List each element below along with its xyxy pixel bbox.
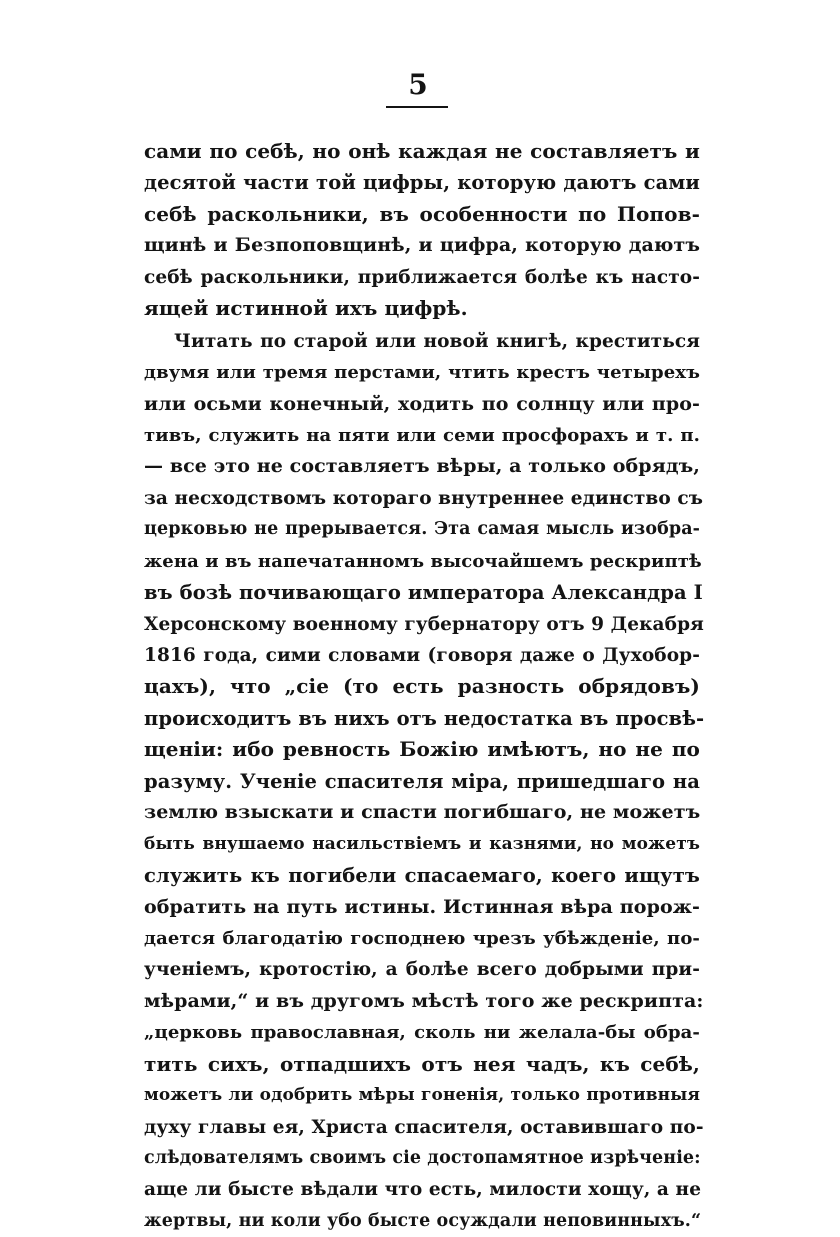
page-number-rule (386, 106, 448, 108)
text-line: щеніи: ибо ревность Божію имѣютъ, но не по (144, 737, 700, 762)
text-line: — все это не составляетъ вѣры, а только обрядъ, (144, 455, 700, 478)
text-line: ящей истинной ихъ цифрѣ. (144, 296, 468, 321)
text-line: „церковь православная, сколь ни желала-бы обра- (144, 1022, 700, 1044)
text-line: Херсонскому военному губернатору отъ 9 Декабря (144, 613, 704, 635)
text-line: можетъ ли одобрить мѣры гоненія, только противныя (144, 1085, 700, 1106)
text-line: служить къ погибели спасаемаго, коего ищутъ (144, 864, 700, 888)
text-line: слѣдователямъ своимъ сіе достопамятное изрѣченіе: (144, 1148, 701, 1168)
text-line: цахъ), что „сіе (то есть разность обрядовъ) (144, 674, 700, 699)
page-number: 5 (408, 68, 428, 101)
text-line: или осьми конечный, ходить по солнцу или про- (144, 392, 700, 415)
text-line: духу главы ея, Христа спасителя, оставившаго по- (144, 1116, 704, 1138)
text-line: происходитъ въ нихъ отъ недостатка въ просвѣ- (144, 706, 705, 730)
text-line: быть внушаемо насильствіемъ и казнями, но можетъ (144, 833, 700, 854)
text-line: ученіемъ, кротостію, а болѣе всего добрыми при- (144, 959, 700, 981)
text-line: разуму. Ученіе спасителя міра, пришедшаго на (144, 769, 700, 793)
text-line: въ бозѣ почивающаго императора Александра I (144, 581, 703, 605)
text-line: щинѣ и Безпоповщинѣ, и цифра, которую даютъ (144, 234, 700, 257)
text-line: церковью не прерывается. Эта самая мысль изобра- (144, 519, 700, 540)
text-line: жена и въ напечатанномъ высочайшемъ рескриптѣ (144, 550, 702, 572)
text-line: десятой части той цифры, которую даютъ сами (144, 171, 700, 195)
text-line: себѣ раскольники, въ особенности по Попов- (144, 201, 700, 226)
text-line: мѣрами,“ и въ другомъ мѣстѣ того же рескрипта: (144, 989, 704, 1012)
paragraph-2 (144, 326, 705, 1237)
text-line: жертвы, ни коли убо бысте осуждали неповинныхъ.“ (144, 1210, 702, 1231)
text-line: за несходствомъ котораго внутреннее единство съ (144, 487, 704, 509)
text-line: аще ли бысте вѣдали что есть, милости хощу, а не (144, 1179, 702, 1201)
text-line: Читать по старой или новой книгѣ, креститься (174, 330, 700, 352)
text-line: 1816 года, сими словами (говоря даже о Духобор- (144, 645, 700, 666)
text-line: двумя или тремя перстами, чтить крестъ четырехъ (144, 362, 700, 384)
text-line: себѣ раскольники, приближается болѣе къ насто- (144, 266, 700, 288)
text-line: обратить на путь истины. Истинная вѣра порож- (144, 895, 700, 918)
body-text (144, 136, 705, 1237)
paragraph-1 (144, 136, 700, 325)
text-line: тить сихъ, отпадшихъ отъ нея чадъ, къ себѣ, (144, 1051, 700, 1076)
text-line: землю взыскати и спасти погибшаго, не можетъ (144, 801, 701, 824)
text-line: сами по себѣ, но онѣ каждая не составляетъ и (144, 139, 700, 163)
text-line: тивъ, служить на пяти или семи просфорахъ и т. п. (144, 424, 700, 446)
text-line: дается благодатію господнею чрезъ убѣжденіе, по- (144, 927, 700, 949)
